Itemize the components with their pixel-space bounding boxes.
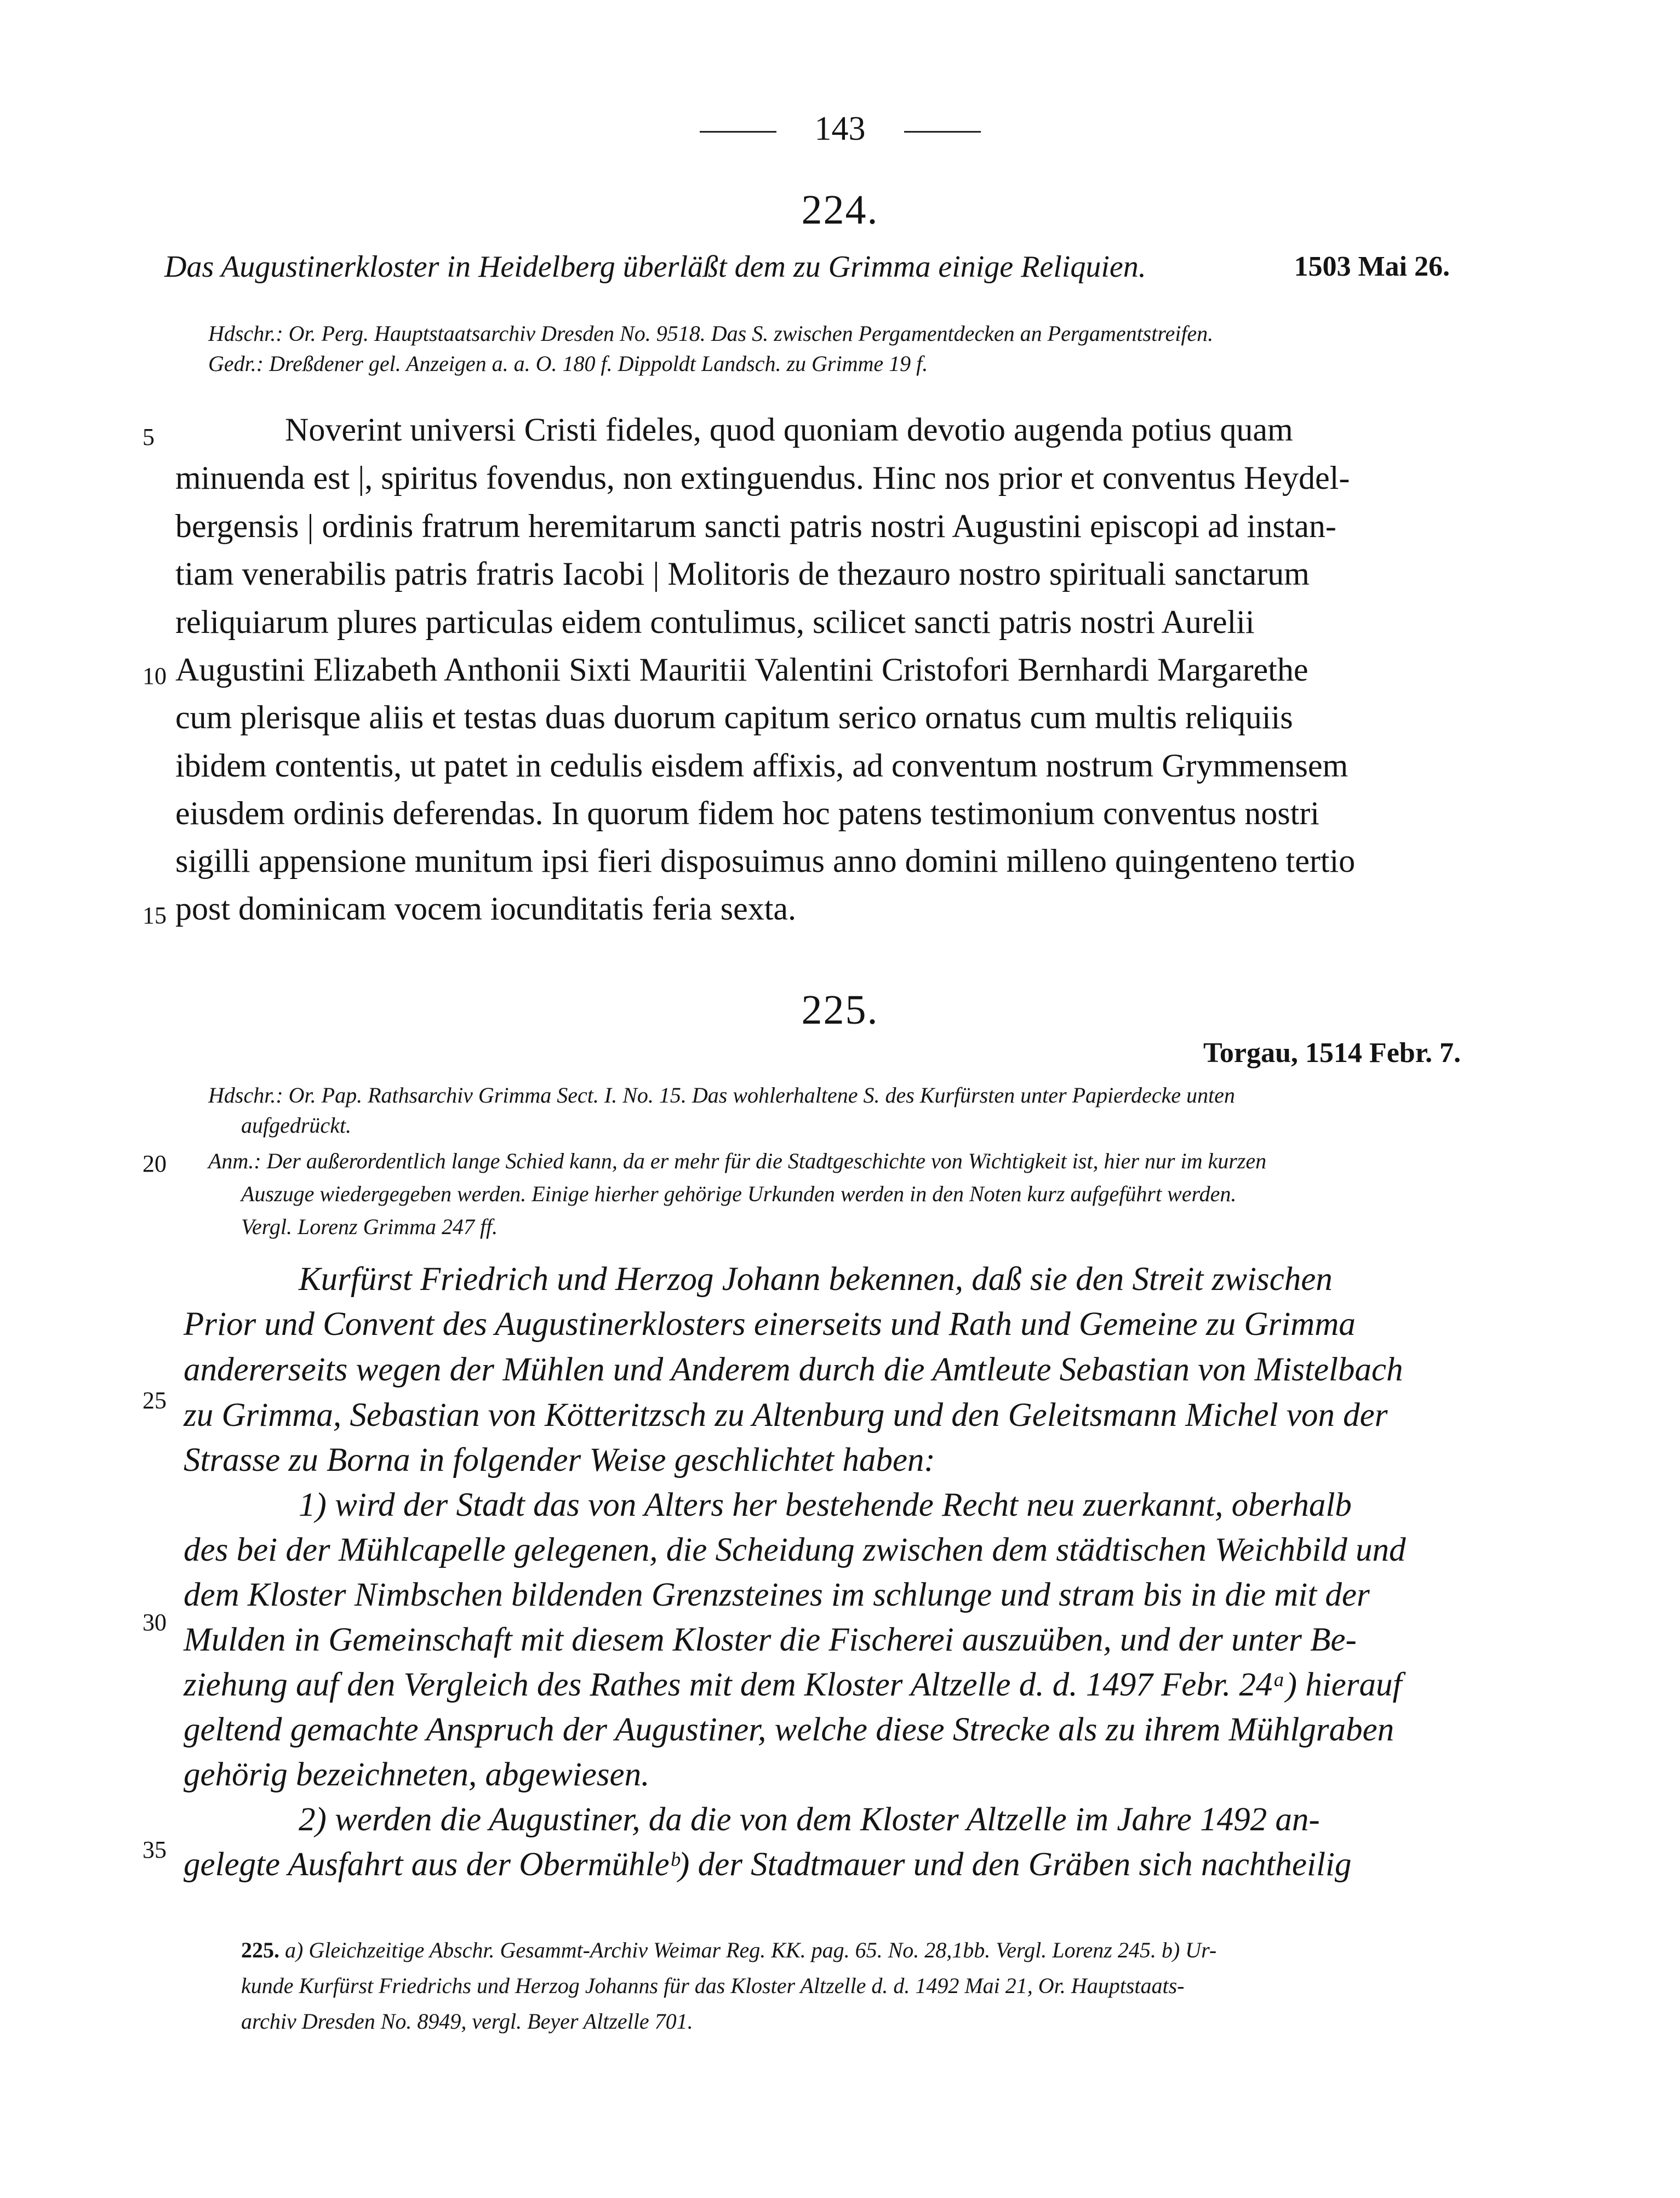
document-225-manuscript-note: Hdschr.: Or. Pap. Rathsarchiv Grimma Sect. I. No. 15. Das wohlerhaltene S. des Kurfürsten unter Papierdecke unten bbox=[208, 1083, 1235, 1107]
footnote-line: archiv Dresden No. 8949, vergl. Beyer Altzelle 701. bbox=[241, 2009, 693, 2034]
document-224-text-line: tiam venerabilis patris fratris Iacobi | Molitoris de thezauro nostro spirituali sanctarum bbox=[175, 556, 1310, 592]
document-225-regest-line: gehörig bezeichneten, abgewiesen. bbox=[184, 1756, 650, 1793]
line-number: 25 bbox=[142, 1387, 167, 1414]
document-225-regest-line: zu Grimma, Sebastian von Kötteritzsch zu Altenburg und den Geleitsmann Michel von der bbox=[184, 1397, 1388, 1434]
line-number: 15 bbox=[142, 902, 167, 929]
document-225-regest-line: 2) werden die Augustiner, da die von dem Kloster Altzelle im Jahre 1492 an- bbox=[299, 1801, 1320, 1838]
header-rule-left bbox=[700, 131, 776, 133]
line-number: 20 bbox=[142, 1150, 167, 1177]
line-number: 30 bbox=[142, 1609, 167, 1636]
footnote-line: kunde Kurfürst Friedrichs und Herzog Johanns für das Kloster Altzelle d. d. 1492 Mai 21, Or. Hauptstaats- bbox=[241, 1973, 1185, 1998]
document-225-remark-ref: Vergl. Lorenz Grimma 247 ff. bbox=[241, 1214, 498, 1239]
document-224-text-line: Augustini Elizabeth Anthonii Sixti Mauritii Valentini Cristofori Bernhardi Margarethe bbox=[175, 652, 1308, 688]
document-225-regest-line: dem Kloster Nimbschen bildenden Grenzsteines im schlunge und stram bis in die mit der bbox=[184, 1577, 1370, 1613]
document-225-regest-line: andererseits wegen der Mühlen und Anderem durch die Amtleute Sebastian von Mistelbach bbox=[184, 1351, 1403, 1388]
document-225-place-date: Torgau, 1514 Febr. 7. bbox=[1203, 1037, 1461, 1069]
document-225-manuscript-note-cont: aufgedrückt. bbox=[241, 1113, 352, 1138]
footnote-label: 225. bbox=[241, 1938, 279, 1962]
document-224-text-line: reliquiarum plures particulas eidem contulimus, scilicet sancti patris nostri Aurelii bbox=[175, 604, 1255, 640]
document-224-text-line: minuenda est |, spiritus fovendus, non extinguendus. Hinc nos prior et conventus Heydel- bbox=[175, 460, 1350, 496]
header-rule-right bbox=[904, 131, 981, 133]
document-224-text-line: eiusdem ordinis deferendas. In quorum fidem hoc patens testimonium conventus nostri bbox=[175, 795, 1319, 831]
document-225-regest-line: gelegte Ausfahrt aus der Obermühleᵇ) der Stadtmauer und den Gräben sich nachtheilig bbox=[184, 1846, 1352, 1883]
document-225-regest-line: Strasse zu Borna in folgender Weise geschlichtet haben: bbox=[184, 1442, 935, 1478]
document-225-regest-line: Prior und Convent des Augustinerklosters einerseits und Rath und Gemeine zu Grimma bbox=[184, 1306, 1356, 1343]
page-header bbox=[0, 110, 1680, 149]
document-225-regest-line: des bei der Mühlcapelle gelegenen, die Scheidung zwischen dem städtischen Weichbild und bbox=[184, 1532, 1406, 1568]
page-number: 143 bbox=[814, 110, 866, 147]
document-224-text-line: bergensis | ordinis fratrum heremitarum sancti patris nostri Augustini episcopi ad instan- bbox=[175, 508, 1336, 544]
document-224-print-note: Gedr.: Dreßdener gel. Anzeigen a. a. O. 180 f. Dippoldt Landsch. zu Grimme 19 f. bbox=[208, 351, 928, 376]
document-225-regest-line: Kurfürst Friedrich und Herzog Johann bekennen, daß sie den Streit zwischen bbox=[299, 1261, 1333, 1298]
footnote-line bbox=[241, 1937, 1216, 1963]
document-224-text-line: post dominicam vocem iocunditatis feria sexta. bbox=[175, 890, 797, 927]
document-224-date: 1503 Mai 26. bbox=[1294, 251, 1450, 282]
document-225-regest-line: ziehung auf den Vergleich des Rathes mit dem Kloster Altzelle d. d. 1497 Febr. 24ᵃ) hierauf bbox=[184, 1666, 1402, 1703]
line-number: 35 bbox=[142, 1836, 167, 1863]
document-225-regest-line: Mulden in Gemeinschaft mit diesem Kloster die Fischerei auszuüben, und der unter Be- bbox=[184, 1622, 1357, 1658]
document-224-text-line: sigilli appensione munitum ipsi fieri disposuimus anno domini milleno quingenteno tertio bbox=[175, 843, 1356, 879]
document-224-text-line: Noverint universi Cristi fideles, quod quoniam devotio augenda potius quam bbox=[285, 412, 1293, 448]
document-225-remark: Anm.: Der außerordentlich lange Schied kann, da er mehr für die Stadtgeschichte von Wichtigkeit ist, hier nur im kurzen bbox=[208, 1149, 1267, 1173]
document-224-text-line: cum plerisque aliis et testas duas duorum capitum serico ornatus cum multis reliquiis bbox=[175, 699, 1293, 735]
document-224-manuscript-note: Hdschr.: Or. Perg. Hauptstaatsarchiv Dresden No. 9518. Das S. zwischen Pergamentdecken an Pergamentstreifen. bbox=[208, 321, 1214, 346]
footnote-text: a) Gleichzeitige Abschr. Gesammt-Archiv Weimar Reg. KK. pag. 65. No. 28,1bb. Vergl. Lorenz 245. b) Ur- bbox=[285, 1938, 1217, 1962]
line-number: 10 bbox=[142, 663, 167, 689]
document-225-regest-line: geltend gemachte Anspruch der Augustiner, welche diese Strecke als zu ihrem Mühlgraben bbox=[184, 1711, 1395, 1748]
document-225-regest-line: 1) wird der Stadt das von Alters her bestehende Recht neu zuerkannt, oberhalb bbox=[299, 1487, 1352, 1523]
line-number: 5 bbox=[142, 424, 155, 450]
document-224-title: Das Augustinerkloster in Heidelberg überläßt dem zu Grimma einige Reliquien. bbox=[164, 250, 1146, 284]
document-224-text-line: ibidem contentis, ut patet in cedulis eisdem affixis, ad conventum nostrum Grymmensem bbox=[175, 747, 1348, 784]
document-number-224: 224. bbox=[801, 187, 879, 233]
document-number-225: 225. bbox=[801, 987, 879, 1033]
document-225-remark-cont: Auszuge wiedergegeben werden. Einige hierher gehörige Urkunden werden in den Noten kurz aufgeführt werden. bbox=[241, 1181, 1237, 1206]
